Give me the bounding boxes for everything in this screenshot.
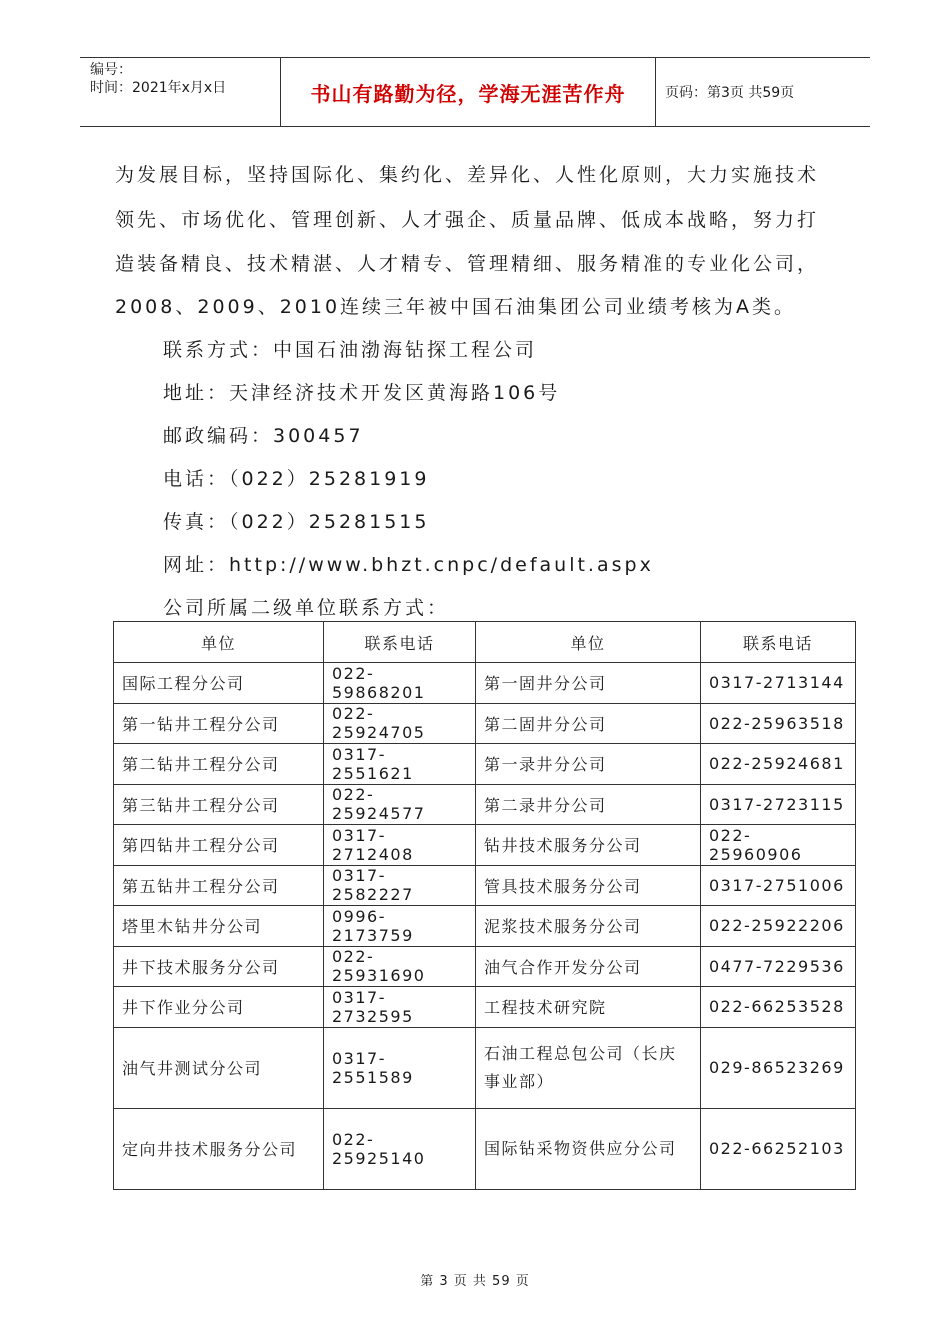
- unit-name: 井下技术服务分公司: [114, 946, 324, 987]
- header-meta: [80, 58, 280, 126]
- unit-name: 塔里木钻井分公司: [114, 906, 324, 947]
- header-motto: 书山有路勤为径，学海无涯苦作舟: [280, 58, 656, 126]
- unit-name: 泥浆技术服务分公司: [476, 906, 701, 947]
- unit-phone: 0317-2582227: [324, 865, 476, 906]
- paragraph-line: 为发展目标，坚持国际化、集约化、差异化、人性化原则，大力实施技术: [115, 164, 820, 186]
- unit-phone: 0317-2751006: [701, 865, 856, 906]
- document-number-label: 编号：: [90, 62, 132, 78]
- unit-name: 钻井技术服务分公司: [476, 825, 701, 866]
- units-contact-table: [113, 621, 856, 1190]
- unit-phone: 0317-2712408: [324, 825, 476, 866]
- unit-phone: 0317-2723115: [701, 784, 856, 825]
- unit-phone: 0317-2551621: [324, 744, 476, 785]
- page-header: [80, 57, 870, 127]
- table-row: [114, 1027, 856, 1108]
- unit-phone: 022-25925140: [324, 1108, 476, 1189]
- unit-phone: 022- 25960906: [701, 825, 856, 866]
- column-header-phone: 联系电话: [324, 622, 476, 663]
- contact-phone: 电话：（022）25281919: [163, 468, 430, 490]
- header-page-info: 页码：第3页 共59页: [665, 85, 795, 101]
- unit-name: 第一录井分公司: [476, 744, 701, 785]
- contact-postcode: 邮政编码：300457: [163, 425, 364, 447]
- paragraph-line: 领先、市场优化、管理创新、人才强企、质量品牌、低成本战略，努力打: [115, 209, 820, 231]
- unit-name: 油气井测试分公司: [114, 1027, 324, 1108]
- unit-name: 第三钻井工程分公司: [114, 784, 324, 825]
- table-row: [114, 906, 856, 947]
- paragraph-line: 造装备精良、技术精湛、人才精专、管理精细、服务精准的专业化公司，: [115, 253, 820, 275]
- page-footer: 第 3 页 共 59 页: [420, 1274, 530, 1289]
- table-row: [114, 987, 856, 1028]
- table-row: [114, 744, 856, 785]
- unit-name: 第一固井分公司: [476, 663, 701, 704]
- unit-phone: 0477-7229536: [701, 946, 856, 987]
- unit-phone: 029-86523269: [701, 1027, 856, 1108]
- column-header-unit: 单位: [476, 622, 701, 663]
- unit-name: 定向井技术服务分公司: [114, 1108, 324, 1189]
- unit-phone: 022-25924577: [324, 784, 476, 825]
- unit-name: 井下作业分公司: [114, 987, 324, 1028]
- contact-fax: 传真：（022）25281515: [163, 511, 430, 533]
- unit-phone: 022-66253528: [701, 987, 856, 1028]
- unit-name: 油气合作开发分公司: [476, 946, 701, 987]
- table-header-row: [114, 622, 856, 663]
- unit-name: 第四钻井工程分公司: [114, 825, 324, 866]
- unit-name: 第二固井分公司: [476, 703, 701, 744]
- table-row: [114, 1108, 856, 1189]
- contact-company: 联系方式：中国石油渤海钻探工程公司: [163, 339, 538, 361]
- unit-phone: 022-66252103: [701, 1108, 856, 1189]
- unit-phone: 0996-2173759: [324, 906, 476, 947]
- unit-name: 国际钻采物资供应分公司: [476, 1108, 701, 1189]
- contact-website: 网址：http://www.bhzt.cnpc/default.aspx: [163, 554, 654, 576]
- table-row: [114, 663, 856, 704]
- table-row: [114, 946, 856, 987]
- unit-phone: 022-25931690: [324, 946, 476, 987]
- column-header-phone: 联系电话: [701, 622, 856, 663]
- unit-phone: 0317-2732595: [324, 987, 476, 1028]
- unit-name: 第二钻井工程分公司: [114, 744, 324, 785]
- column-header-unit: 单位: [114, 622, 324, 663]
- unit-phone: 0317-2551589: [324, 1027, 476, 1108]
- unit-phone: 022-25922206: [701, 906, 856, 947]
- unit-phone: 0317-2713144: [701, 663, 856, 704]
- table-row: [114, 825, 856, 866]
- unit-phone: 022-59868201: [324, 663, 476, 704]
- unit-phone: 022-25963518: [701, 703, 856, 744]
- unit-name: 第二录井分公司: [476, 784, 701, 825]
- document-time-label: 时间：2021年x月x日: [90, 80, 227, 96]
- table-row: [114, 784, 856, 825]
- unit-name: 工程技术研究院: [476, 987, 701, 1028]
- contact-address: 地址：天津经济技术开发区黄海路106号: [163, 382, 561, 404]
- table-row: [114, 865, 856, 906]
- paragraph-line: 2008、2009、2010连续三年被中国石油集团公司业绩考核为A类。: [115, 296, 797, 318]
- unit-name: 石油工程总包公司（长庆事业部）: [476, 1027, 701, 1108]
- unit-name: 国际工程分公司: [114, 663, 324, 704]
- table-row: [114, 703, 856, 744]
- unit-phone: 022-25924705: [324, 703, 476, 744]
- unit-name: 管具技术服务分公司: [476, 865, 701, 906]
- units-intro: 公司所属二级单位联系方式：: [163, 597, 450, 619]
- unit-name: 第一钻井工程分公司: [114, 703, 324, 744]
- unit-name: 第五钻井工程分公司: [114, 865, 324, 906]
- unit-phone: 022-25924681: [701, 744, 856, 785]
